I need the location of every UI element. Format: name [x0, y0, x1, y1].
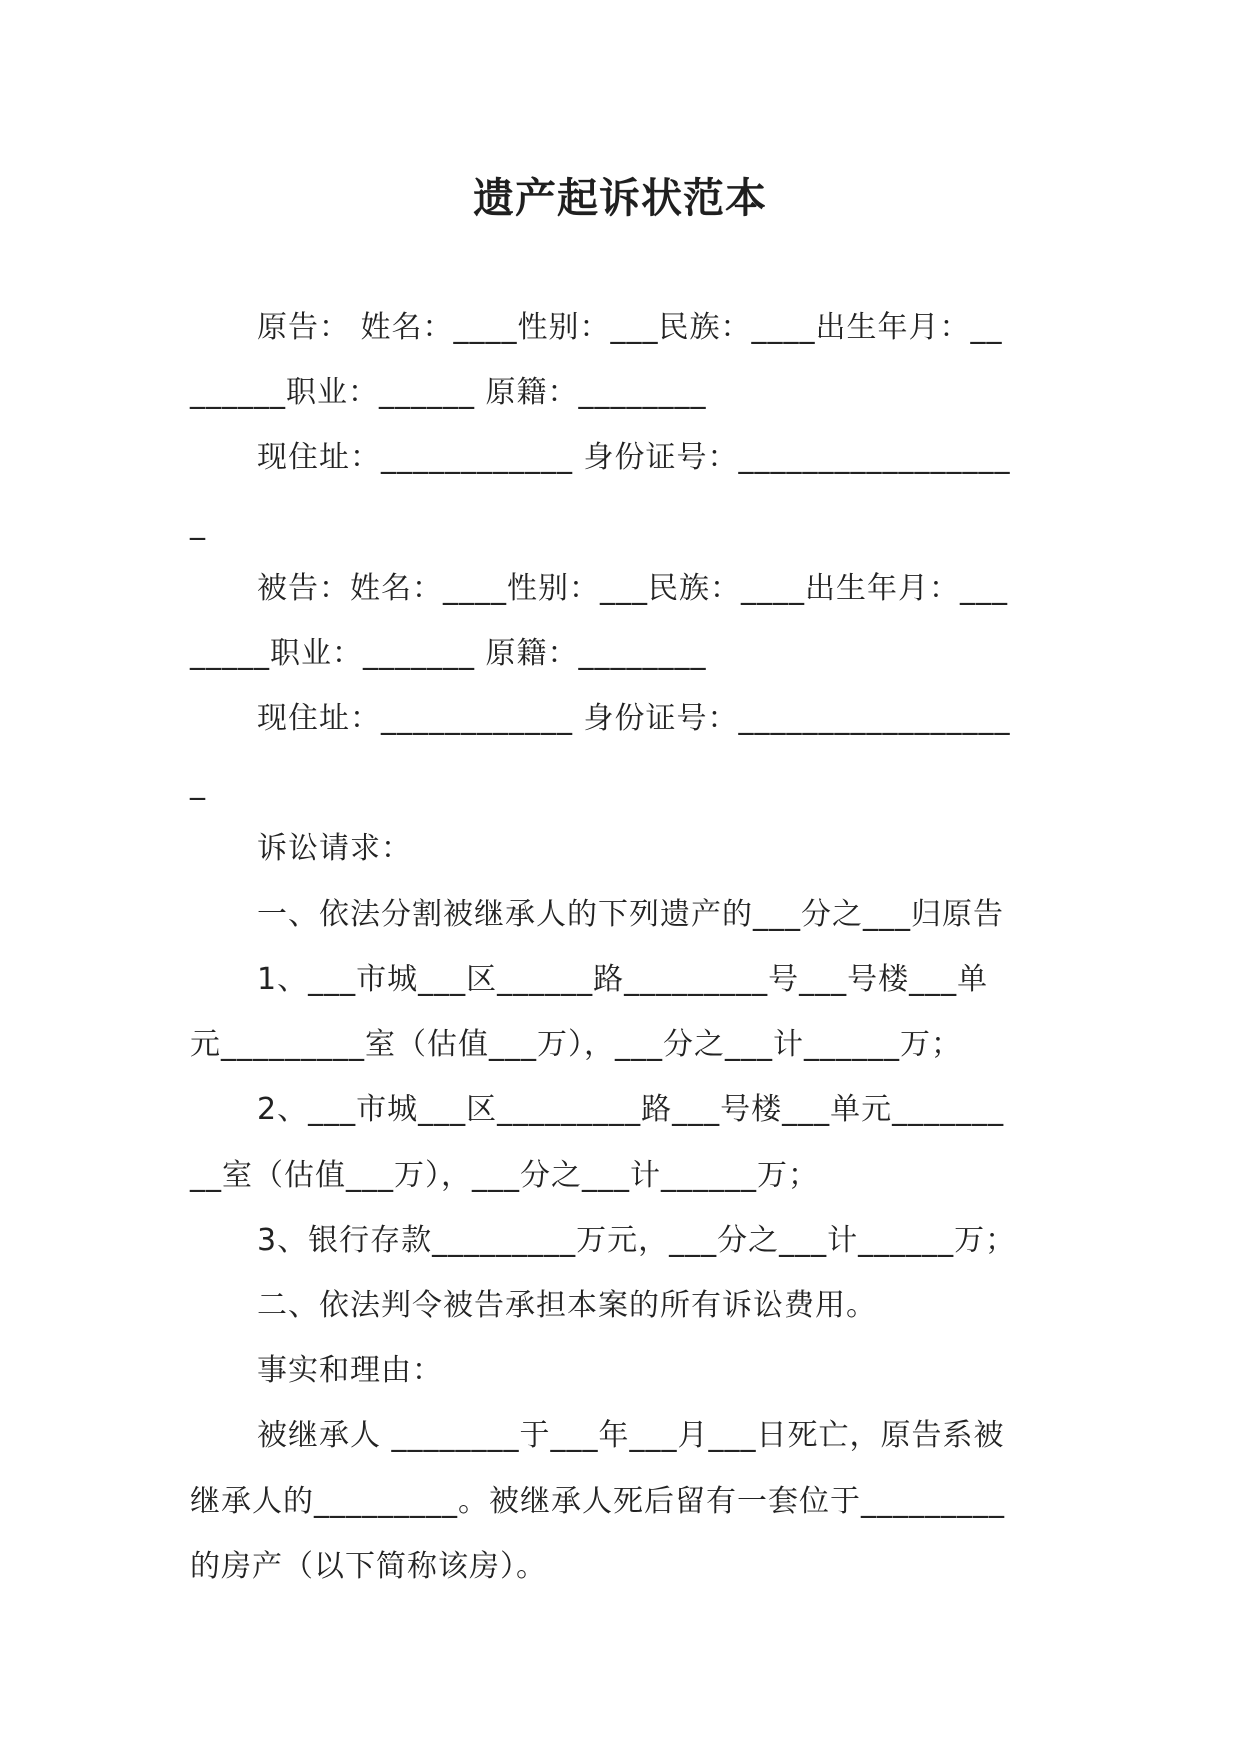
plaintiff-line-2: ______职业：______ 原籍：________ [190, 375, 707, 410]
claim-1-item-1-cont: 元_________室（估值___万），___分之___计______万； [190, 1027, 962, 1062]
document-title: 遗产起诉状范本 [473, 174, 767, 222]
claim-1: 一、依法分割被继承人的下列遗产的___分之___归原告 [257, 897, 1004, 932]
plaintiff-address-line: 现住址：____________ 身份证号：_________________ [257, 440, 1011, 475]
defendant-address-line: 现住址：____________ 身份证号：_________________ [257, 701, 1011, 736]
defendant-line-2: _____职业：_______ 原籍：________ [190, 636, 707, 671]
facts-heading: 事实和理由： [257, 1353, 443, 1388]
claims-heading: 诉讼请求： [257, 831, 412, 866]
claim-1-item-1: 1、___市城___区______路_________号___号楼___单 [257, 962, 989, 997]
claim-1-item-2-cont: __室（估值___万），___分之___计______万； [190, 1158, 819, 1193]
claim-1-item-3: 3、银行存款_________万元，___分之___计______万； [257, 1223, 1017, 1258]
claim-1-item-2: 2、___市城___区_________路___号楼___单元_______ [257, 1092, 1005, 1127]
claim-2: 二、依法判令被告承担本案的所有诉讼费用。 [257, 1288, 877, 1323]
defendant-line-1: 被告：姓名：____性别：___民族：____出生年月：___ [257, 571, 1008, 606]
facts-line-1: 被继承人 ________于___年___月___日死亡，原告系被 [257, 1418, 1005, 1453]
defendant-address-overflow: _ [190, 766, 206, 801]
facts-line-2: 继承人的_________。被继承人死后留有一套位于_________ [190, 1484, 1005, 1519]
plaintiff-address-overflow: _ [190, 506, 206, 541]
plaintiff-line-1: 原告： 姓名：____性别：___民族：____出生年月：__ [257, 310, 1003, 345]
facts-line-3: 的房产（以下简称该房）。 [190, 1549, 547, 1584]
